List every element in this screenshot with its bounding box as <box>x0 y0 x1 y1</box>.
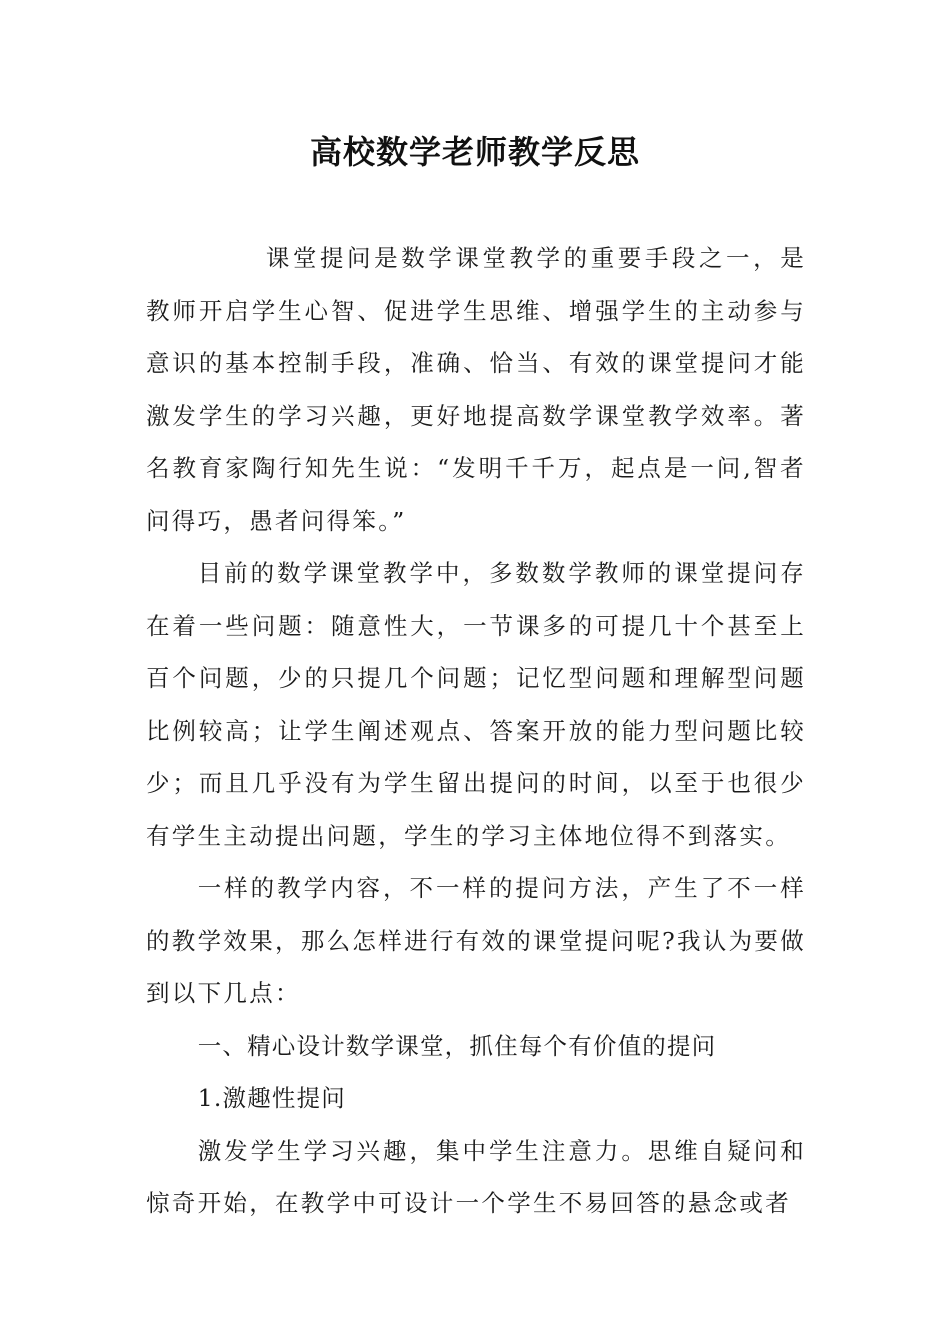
document-body <box>146 232 806 1230</box>
paragraph-current-problems: 目前的数学课堂教学中，多数数学教师的课堂提问存在着一些问题：随意性大，一节课多的可提几十个甚至上百个问题，少的只提几个问题；记忆型问题和理解型问题比例较高；让学生阐述观点、答案开放的能力型问题比较少；而且几乎没有为学生留出提问的时间，以至于也很少有学生主动提出问题，学生的学习主体地位得不到落实。 <box>146 559 806 850</box>
document-title: 高校数学老师教学反思 <box>309 133 640 171</box>
paragraph-transition: 一样的教学内容，不一样的提问方法，产生了不一样的教学效果，那么怎样进行有效的课堂提问呢?我认为要做到以下几点： <box>146 874 806 1007</box>
paragraph-interest-questions: 激发学生学习兴趣，集中学生注意力。思维自疑问和惊奇开始，在教学中可设计一个学生不易回答的悬念或者 <box>146 1136 806 1217</box>
section-heading-1: 一、精心设计数学课堂，抓住每个有价值的提问 <box>197 1031 717 1060</box>
subsection-heading-1-1: 1.激趣性提问 <box>197 1084 347 1112</box>
paragraph-intro: 课堂提问是数学课堂教学的重要手段之一，是教师开启学生心智、促进学生思维、增强学生的主动参与意识的基本控制手段，准确、恰当、有效的课堂提问才能激发学生的学习兴趣，更好地提高数学课堂教学效率。著名教育家陶行知先生说：“发明千千万，起点是一问,智者问得巧，愚者问得笨。” <box>146 244 806 535</box>
